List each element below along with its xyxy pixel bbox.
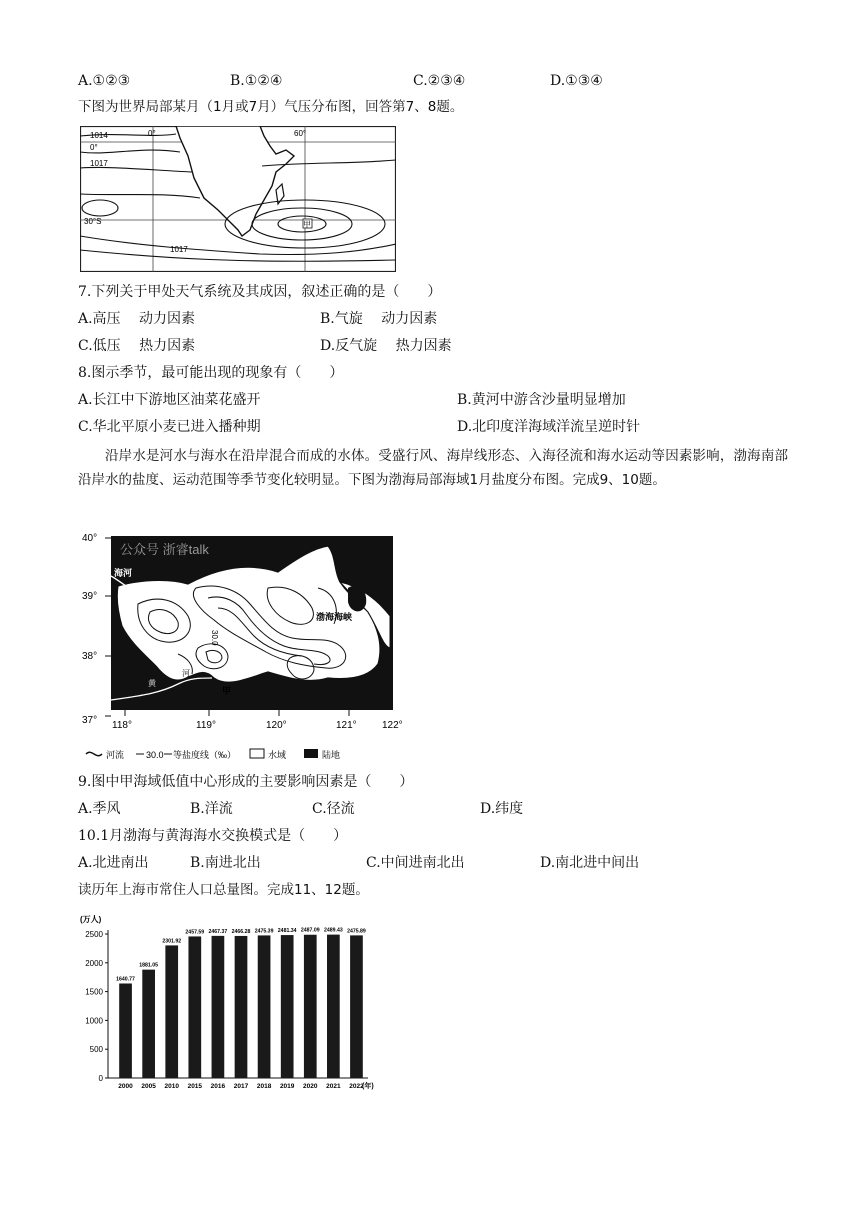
x-tick-label: 2022: [349, 1083, 364, 1090]
salinity-30-label: 30.0: [210, 630, 219, 646]
bar: [327, 935, 340, 1078]
y-tick-label: 0: [98, 1074, 103, 1083]
x-tick-label: 2021: [326, 1083, 341, 1090]
bar-value-label: 2475.39: [254, 928, 274, 935]
bar-value-label: 2466.28: [231, 928, 251, 935]
q10-option-d: D.南北进中间出: [540, 855, 640, 871]
q8-option-a: A.长江中下游地区油菜花盛开: [78, 392, 261, 408]
lat-39-label: 39°: [82, 591, 98, 602]
q7-stem: 7.下列关于甲处天气系统及其成因，叙述正确的是（ ）: [78, 284, 442, 300]
q7-option-a: A.高压 动力因素: [78, 311, 196, 327]
bar-value-label: 1881.05: [139, 962, 159, 969]
y-tick-label: 1000: [85, 1016, 103, 1026]
y-tick-label: 2500: [85, 930, 103, 939]
equator-label: 0°: [90, 143, 98, 152]
intro-9-10: 沿岸水是河水与海水在沿岸混合而成的水体。受盛行风、海岸线形态、入海径流和海水运动等因素影响，渤海南部沿岸水的盐度、运动范围等季节变化较明显。下图为渤海局部海域1月盐度分布图。完成9、10题。: [78, 448, 788, 488]
legend-salinity-value: 30.0: [146, 750, 164, 760]
bohai-salinity-map: [78, 528, 408, 764]
option-c: C.②③④: [413, 73, 466, 89]
q8-option-d: D.北印度洋海域洋流呈逆时针: [457, 419, 641, 435]
bohai-strait-label: 渤海海峡: [316, 612, 353, 622]
legend-river: 河流: [106, 750, 125, 760]
x-tick-label: 2017: [233, 1083, 249, 1090]
y-tick-label: 1500: [85, 987, 103, 997]
jia-sea-label: 甲: [222, 686, 232, 696]
legend-isohaline: 等盐度线（‰）: [173, 750, 237, 760]
bar-value-label: 2457.59: [185, 929, 205, 936]
q7-option-b: B.气旋 动力因素: [320, 311, 438, 327]
y-tick-label: 2000: [85, 958, 103, 968]
isobar-1017-label-south: 1017: [170, 245, 188, 254]
lat-38-label: 38°: [82, 651, 98, 662]
q9-stem: 9.图中甲海域低值中心形成的主要影响因素是（ ）: [78, 774, 414, 790]
lon-122-label: 122°: [382, 720, 403, 731]
option-a: A.①②③: [78, 73, 131, 89]
bar: [188, 936, 201, 1078]
q10-option-c: C.中间进南北出: [366, 855, 465, 871]
lat-40-label: 40°: [82, 533, 98, 544]
lon-120-label: 120°: [266, 720, 287, 731]
isobar-1014-label: 1014: [90, 131, 108, 140]
x-tick-label: 2005: [141, 1083, 156, 1090]
q10-stem: 10.1月渤海与黄海海水交换模式是（ ）: [78, 828, 348, 844]
bar: [281, 935, 294, 1078]
bar: [350, 935, 363, 1078]
q10-option-a: A.北进南出: [78, 855, 149, 871]
bar: [304, 935, 317, 1078]
lon-0-label: 0°: [148, 129, 156, 138]
x-tick-label: 2016: [210, 1083, 226, 1090]
bar-value-label: 2489.43: [323, 927, 343, 934]
q7-option-c: C.低压 热力因素: [78, 338, 196, 354]
x-tick-label: 2000: [118, 1083, 133, 1090]
q7-option-d: D.反气旋 热力因素: [320, 338, 452, 354]
bar: [235, 936, 248, 1078]
bar: [165, 945, 178, 1078]
huang-label: 黄: [148, 679, 156, 688]
x-tick-label: 2010: [164, 1083, 179, 1090]
x-tick-label: 2018: [256, 1083, 272, 1090]
q10-option-b: B.南进北出: [190, 855, 261, 871]
bar: [119, 983, 132, 1078]
intro-11-12: 读历年上海市常住人口总量图。完成11、12题。: [78, 882, 369, 898]
x-axis-unit: (年): [362, 1083, 374, 1090]
q9-option-d: D.纬度: [480, 801, 524, 817]
x-tick-label: 2020: [303, 1083, 318, 1090]
lon-118-label: 118°: [112, 720, 132, 731]
lon-60-label: 60°: [294, 129, 307, 138]
q8-option-b: B.黄河中游含沙量明显增加: [457, 392, 626, 408]
q9-option-c: C.径流: [312, 801, 355, 817]
y-axis-unit: (万人): [80, 915, 102, 924]
legend-water: 水域: [268, 750, 287, 760]
bar-value-label: 2301.92: [162, 938, 182, 945]
y-tick-label: 500: [89, 1045, 103, 1055]
bar: [212, 936, 225, 1078]
population-bar-chart: [78, 910, 388, 1096]
q9-option-a: A.季风: [78, 801, 121, 817]
bar-value-label: 2475.89: [347, 928, 366, 935]
haihe-label: 海河: [114, 568, 133, 578]
he-label: 河: [182, 669, 190, 678]
bar-value-label: 1640.77: [116, 976, 135, 983]
bar-value-label: 2481.34: [277, 928, 297, 935]
lat-30s-label: 30°S: [84, 217, 102, 226]
x-tick-label: 2019: [279, 1083, 295, 1090]
bar: [258, 935, 271, 1078]
q9-option-b: B.洋流: [190, 801, 233, 817]
watermark: 公众号 浙睿talk: [120, 542, 209, 557]
isobar-1017-label-north: 1017: [90, 159, 108, 168]
legend-land: 陆地: [322, 750, 341, 760]
q8-option-c: C.华北平原小麦已进入播种期: [78, 419, 261, 435]
bar-value-label: 2467.37: [208, 928, 228, 935]
lon-121-label: 121°: [336, 720, 357, 731]
lat-37-label: 37°: [82, 715, 98, 726]
option-d: D.①③④: [550, 73, 603, 89]
lon-119-label: 119°: [196, 720, 216, 731]
bar-value-label: 2487.09: [300, 927, 320, 934]
option-b: B.①②④: [230, 73, 283, 89]
bar: [142, 970, 155, 1078]
pressure-map: [80, 126, 396, 272]
intro-7-8: 下图为世界局部某月（1月或7月）气压分布图，回答第7、8题。: [78, 99, 464, 115]
q8-stem: 8.图示季节，最可能出现的现象有（ ）: [78, 365, 344, 381]
jia-label: 甲: [303, 220, 311, 229]
x-tick-label: 2015: [187, 1083, 203, 1090]
